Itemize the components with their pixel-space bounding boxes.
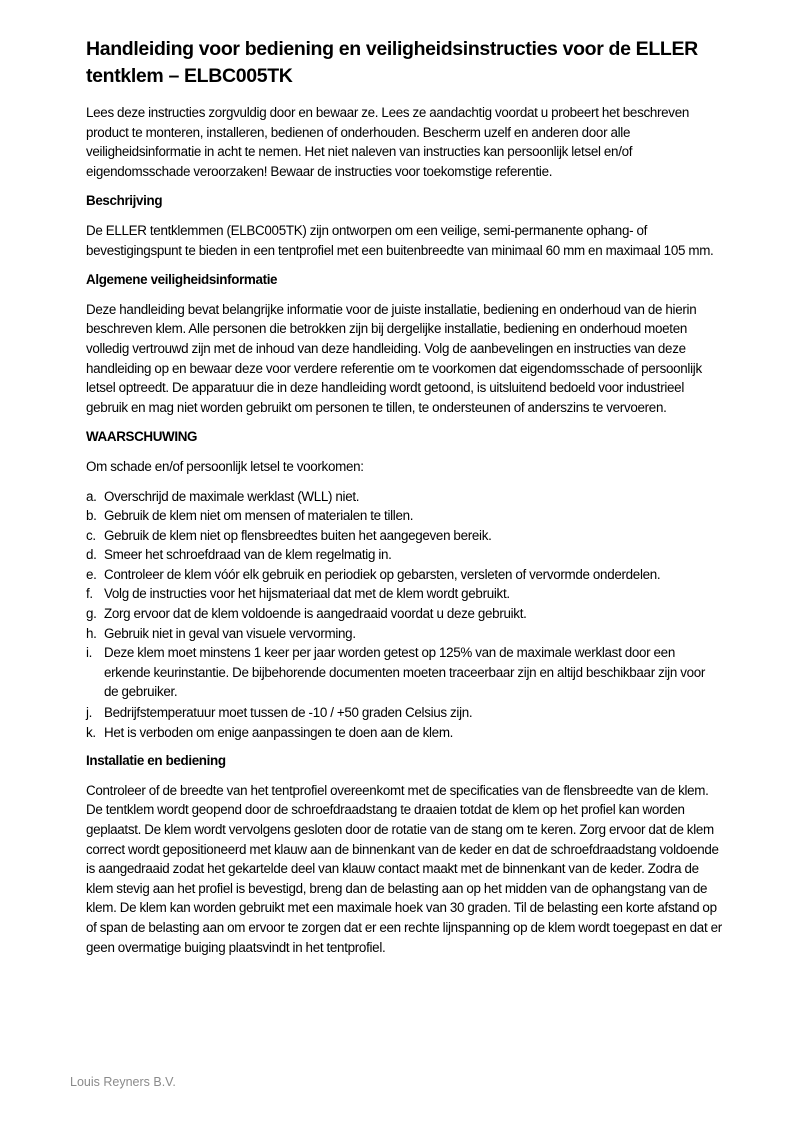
list-marker: c. [86, 527, 96, 543]
description-paragraph: De ELLER tentklemmen (ELBC005TK) zijn ontworpen om een veilige, semi-permanente ophang- of bevestigingspunt te bieden in een tentprofiel met een buitenbreedte van minimaal 60 mm en maximaal 105 mm. [86, 222, 714, 258]
intro-paragraph: Lees deze instructies zorgvuldig door en bewaar ze. Lees ze aandachtig voordat u probeert het beschreven product te monteren, installeren, bedienen of onderhouden. Bescherm uzelf en anderen door alle veiligheidsinformatie in acht te nemen. Het niet naleven van instructies kan persoonlijk letsel en/of eigendomsschade veroorzaken! Bewaar de instructies voor toekomstige referentie. [86, 105, 690, 179]
warning-lead: Om schade en/of persoonlijk letsel te voorkomen: [86, 458, 364, 474]
list-marker: a. [86, 488, 97, 504]
list-marker: d. [86, 547, 97, 563]
list-item [86, 526, 722, 546]
list-marker: i. [86, 645, 93, 661]
list-marker: k. [86, 724, 96, 740]
list-item [86, 565, 722, 585]
safety-heading: Algemene veiligheidsinformatie [86, 272, 278, 288]
list-item-text: Volg de instructies voor het hijsmateriaal dat met de klem wordt gebruikt. [104, 586, 510, 602]
safety-paragraph: Deze handleiding bevat belangrijke informatie voor de juiste installatie, bediening en onderhoud van de hierin beschreven klem. Alle personen die betrokken zijn bij dergelijke installatie, bediening en onderhoud moeten volledig vertrouwd zijn met de inhoud van deze handleiding. Volg de aanbevelingen en instructies van deze handleiding op en bewaar deze voor verdere referentie om te voorkomen dat eigendomsschade of persoonlijk letsel optreedt. De apparatuur die in deze handleiding wordt getoond, is uitsluitend bedoeld voor industrieel gebruik en mag niet worden gebruikt om personen te tillen, te ondersteunen of anderszins te vervoeren. [86, 301, 702, 415]
list-item [86, 487, 722, 507]
list-item-text: Deze klem moet minstens 1 keer per jaar worden getest op 125% van de maximale werklast door een erkende keurinstantie. De bijbehorende documenten moeten traceerbaar zijn en altijd beschikbaar zijn voor de gebruiker. [104, 645, 706, 700]
document-page [86, 36, 722, 967]
list-marker: g. [86, 606, 97, 622]
list-item [86, 506, 722, 526]
list-item [86, 545, 722, 565]
warning-list [86, 487, 722, 743]
list-item [86, 643, 722, 702]
list-item-text: Gebruik de klem niet om mensen of materialen te tillen. [104, 508, 414, 524]
document-title: Handleiding voor bediening en veiligheidsinstructies voor de ELLER tentklem – ELBC005TK [86, 38, 698, 87]
list-item-text: Smeer het schroefdraad van de klem regelmatig in. [104, 547, 392, 563]
list-item-text: Gebruik de klem niet op flensbreedtes buiten het aangegeven bereik. [104, 527, 492, 543]
list-marker: h. [86, 625, 97, 641]
list-item [86, 624, 722, 644]
installation-heading: Installatie en bediening [86, 753, 226, 769]
list-item-text: Zorg ervoor dat de klem voldoende is aangedraaid voordat u deze gebruikt. [104, 606, 527, 622]
list-item-text: Het is verboden om enige aanpassingen te doen aan de klem. [104, 724, 454, 740]
installation-paragraph: Controleer of de breedte van het tentprofiel overeenkomt met de specificaties van de flensbreedte van de klem. De tentklem wordt geopend door de schroefdraadstang te draaien totdat de klem op het profiel kan worden geplaatst. De klem wordt vervolgens gesloten door de rotatie van de stang om te keren. Zorg ervoor dat de klem correct wordt gepositioneerd met klauw aan de binnenkant van de keder en dat de schroefdraadstang voldoende is aangedraaid zodat het gekartelde deel van klauw contact maakt met de binnenkant van de keder. Zodra de klem stevig aan het profiel is bevestigd, breng dan de belasting aan op het midden van de ophangstang van de klem. De klem kan worden gebruikt met een maximale hoek van 30 graden. Til de belasting een korte afstand op of span de belasting aan om ervoor te zorgen dat er een rechte lijnspanning op de klem wordt toegepast en dat er geen overmatige buiging plaatsvindt in het tentprofiel. [86, 782, 722, 955]
list-item-text: Controleer de klem vóór elk gebruik en periodiek op gebarsten, versleten of vervormde onderdelen. [104, 566, 661, 582]
description-heading: Beschrijving [86, 193, 163, 209]
list-item [86, 703, 722, 723]
warning-heading: WAARSCHUWING [86, 429, 198, 445]
list-item-text: Overschrijd de maximale werklast (WLL) niet. [104, 488, 360, 504]
list-item [86, 723, 722, 743]
list-marker: j. [86, 705, 93, 721]
list-item-text: Gebruik niet in geval van visuele vervorming. [104, 625, 356, 641]
list-marker: b. [86, 508, 97, 524]
list-item [86, 584, 722, 604]
list-item-text: Bedrijfstemperatuur moet tussen de -10 / +50 graden Celsius zijn. [104, 705, 473, 721]
list-marker: f. [86, 586, 93, 602]
list-marker: e. [86, 566, 97, 582]
list-item [86, 604, 722, 624]
footer-company: Louis Reyners B.V. [70, 1075, 176, 1089]
